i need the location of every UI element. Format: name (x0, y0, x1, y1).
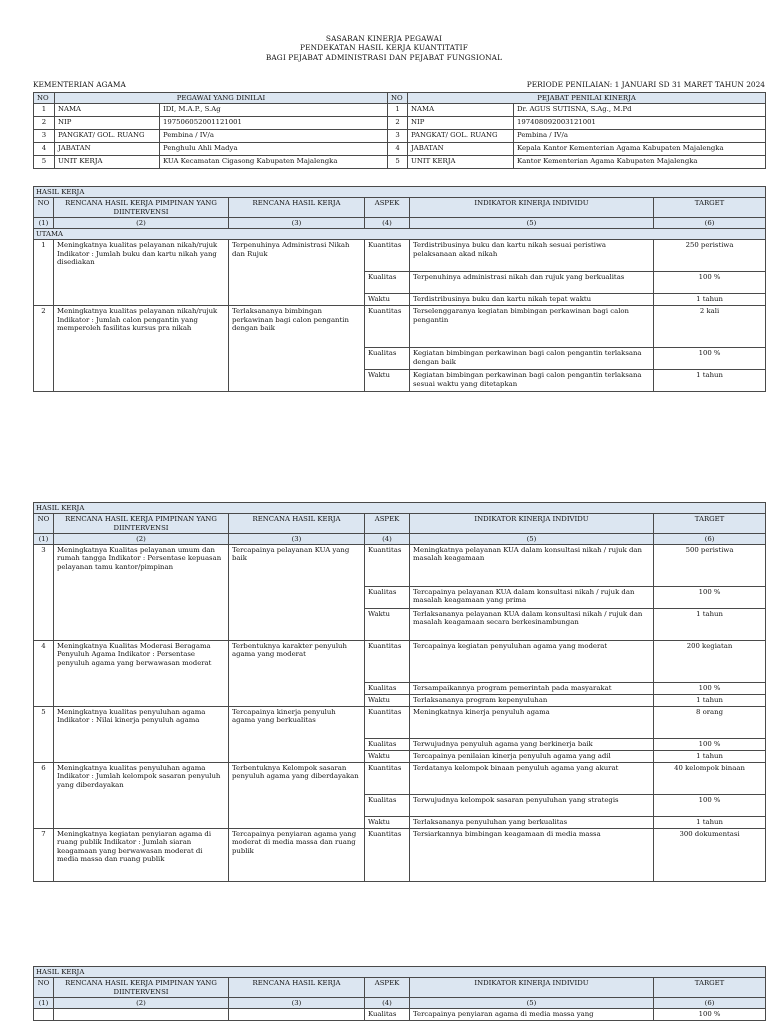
indicator-cell: Terlaksananya pelayanan KUA dalam konsultasi nikah / rujuk dan masalah keagamaan secara berkesinambungan (410, 609, 654, 641)
employee-unit: KUA Kecamatan Cigasong Kabupaten Majalengka (160, 156, 388, 169)
col-number: (3) (229, 217, 365, 228)
aspect-cell: Kuantitas (365, 641, 410, 683)
col-leader-plan: RENCANA HASIL KERJA PIMPINAN YANG DIINTERVENSI (54, 514, 229, 534)
target-cell: 100 % (654, 683, 766, 695)
col-no: NO (34, 514, 54, 534)
indicator-cell: Terlaksananya penyuluhan yang berkualitas (410, 817, 654, 829)
col-work-plan: RENCANA HASIL KERJA (229, 198, 365, 218)
indicator-cell: Tercapainya penilaian kinerja penyuluh agama yang adil (410, 751, 654, 763)
work-results-table-1 (33, 186, 766, 392)
table-row (34, 707, 766, 739)
target-cell: 8 orang (654, 707, 766, 739)
section-title: HASIL KERJA (34, 503, 766, 514)
table-row (34, 545, 766, 587)
indicator-cell: Kegiatan bimbingan perkawinan bagi calon pengantin terlaksana dengan baik (410, 348, 654, 370)
evaluator-heading: PEJABAT PENILAI KINERJA (408, 93, 766, 104)
target-cell: 500 peristiwa (654, 545, 766, 587)
target-cell: 1 tahun (654, 695, 766, 707)
indicator-cell: Kegiatan bimbingan perkawinan bagi calon pengantin terlaksana sesuai waktu yang ditetapkan (410, 370, 654, 392)
col-number: (2) (54, 533, 229, 544)
target-cell: 1 tahun (654, 294, 766, 306)
target-cell: 1 tahun (654, 751, 766, 763)
target-cell: 1 tahun (654, 817, 766, 829)
leader-plan-cell: Meningkatnya kualitas pelayanan nikah/rujuk Indikator : Jumlah calon pengantin yang memperoleh fasilitas kursus pra nikah (54, 306, 229, 392)
item-no (34, 1009, 54, 1021)
item-no: 3 (34, 545, 54, 641)
leader-plan-cell: Meningkatnya kegiatan penyiaran agama di ruang publik Indikator : Jumlah siaran keagamaan yang berwawasan moderat di media massa dan ruang publik (54, 829, 229, 882)
leader-plan-cell: Meningkatnya Kualitas pelayanan umum dan rumah tangga Indikator : Persentase kepuasan pelayanan tamu kantor/pimpinan (54, 545, 229, 641)
target-cell: 100 % (654, 272, 766, 294)
field-label: UNIT KERJA (408, 156, 514, 169)
evaluator-rank: Pembina / IV/a (514, 130, 766, 143)
aspect-cell: Kuantitas (365, 829, 410, 882)
col-work-plan: RENCANA HASIL KERJA (229, 978, 365, 998)
table-row (34, 240, 766, 272)
evaluated-employee-heading: PEGAWAI YANG DINILAI (55, 93, 388, 104)
aspect-cell: Kualitas (365, 587, 410, 609)
evaluator-name: Dr. AGUS SUTISNA, S.Ag., M.Pd (514, 104, 766, 117)
col-number: (5) (410, 217, 654, 228)
work-results-table-2 (33, 502, 766, 882)
row-no: 5 (388, 156, 408, 169)
work-plan-cell: Terbentuknya Kelompok sasaran penyuluh agama yang diberdayakan (229, 763, 365, 829)
aspect-cell: Kualitas (365, 1009, 410, 1021)
col-number: (4) (365, 997, 410, 1008)
document-header (0, 34, 768, 62)
leader-plan-cell: Meningkatnya kualitas penyuluhan agama Indikator : Jumlah kelompok sasaran penyuluh yang diberdayakan (54, 763, 229, 829)
target-cell: 2 kali (654, 306, 766, 348)
identity-row (34, 104, 766, 117)
indicator-cell: Tersampaikannya program pemerintah pada masyarakat (410, 683, 654, 695)
employee-nip: 197506052001121001 (160, 117, 388, 130)
identity-row (34, 117, 766, 130)
indicator-cell: Tersiarkannya bimbingan keagamaan di media massa (410, 829, 654, 882)
col-number: (1) (34, 217, 54, 228)
column-number-row (34, 533, 766, 544)
work-plan-cell (229, 1009, 365, 1021)
field-label: NIP (55, 117, 160, 130)
evaluator-unit: Kantor Kementerian Agama Kabupaten Majalengka (514, 156, 766, 169)
row-no: 1 (388, 104, 408, 117)
row-no: 3 (388, 130, 408, 143)
work-plan-cell: Tercapainya pelayanan KUA yang baik (229, 545, 365, 641)
field-label: PANGKAT/ GOL. RUANG (408, 130, 514, 143)
col-number: (6) (654, 997, 766, 1008)
meta-row (33, 80, 765, 90)
item-no: 1 (34, 240, 54, 306)
row-no: 2 (34, 117, 55, 130)
target-cell: 200 kegiatan (654, 641, 766, 683)
aspect-cell: Kuantitas (365, 707, 410, 739)
target-cell: 100 % (654, 739, 766, 751)
indicator-cell: Terdistribusinya buku dan kartu nikah sesuai peristiwa pelaksanaan akad nikah (410, 240, 654, 272)
aspect-cell: Kualitas (365, 795, 410, 817)
col-number: (5) (410, 997, 654, 1008)
column-number-row (34, 997, 766, 1008)
field-label: JABATAN (55, 143, 160, 156)
col-number: (6) (654, 533, 766, 544)
target-cell: 100 % (654, 795, 766, 817)
identity-row (34, 156, 766, 169)
leader-plan-cell: Meningkatnya Kualitas Moderasi Beragama Penyuluh Agama Indikator : Persentase penyuluh agama yang berwawasan moderat (54, 641, 229, 707)
item-no: 4 (34, 641, 54, 707)
table-header-row (34, 198, 766, 218)
leader-plan-cell: Meningkatnya kualitas pelayanan nikah/rujuk Indikator : Jumlah buku dan kartu nikah yang disediakan (54, 240, 229, 306)
table-row (34, 829, 766, 882)
col-number: (1) (34, 997, 54, 1008)
aspect-cell: Kualitas (365, 739, 410, 751)
indicator-cell: Tercapainya pelayanan KUA dalam konsultasi nikah / rujuk dan masalah keagamaan yang prima (410, 587, 654, 609)
field-label: UNIT KERJA (55, 156, 160, 169)
target-cell: 250 peristiwa (654, 240, 766, 272)
col-no: NO (34, 978, 54, 998)
column-number-row (34, 217, 766, 228)
col-number: (6) (654, 217, 766, 228)
target-cell: 1 tahun (654, 609, 766, 641)
leader-plan-cell: Meningkatnya kualitas penyuluhan agama Indikator : Nilai kinerja penyuluh agama (54, 707, 229, 763)
indicator-cell: Terdistribusinya buku dan kartu nikah tepat waktu (410, 294, 654, 306)
section-title: HASIL KERJA (34, 967, 766, 978)
work-plan-cell: Terbentuknya karakter penyuluh agama yang moderat (229, 641, 365, 707)
indicator-cell: Meningkatnya pelayanan KUA dalam konsultasi nikah / rujuk dan masalah keagamaan (410, 545, 654, 587)
col-number: (3) (229, 533, 365, 544)
employee-rank: Pembina / IV/a (160, 130, 388, 143)
item-no: 2 (34, 306, 54, 392)
aspect-cell: Kualitas (365, 272, 410, 294)
leader-plan-cell (54, 1009, 229, 1021)
col-target: TARGET (654, 514, 766, 534)
col-no: NO (34, 93, 55, 104)
field-label: NIP (408, 117, 514, 130)
target-cell: 40 kelompok binaan (654, 763, 766, 795)
target-cell: 100 % (654, 1009, 766, 1021)
ministry-name: KEMENTERIAN AGAMA (33, 80, 126, 89)
col-no: NO (34, 198, 54, 218)
col-number: (4) (365, 533, 410, 544)
col-number: (5) (410, 533, 654, 544)
aspect-cell: Waktu (365, 370, 410, 392)
item-no: 5 (34, 707, 54, 763)
indicator-cell: Tercapainya penyiaran agama di media massa yang (410, 1009, 654, 1021)
indicator-cell: Terpenuhinya administrasi nikah dan rujuk yang berkualitas (410, 272, 654, 294)
col-leader-plan: RENCANA HASIL KERJA PIMPINAN YANG DIINTERVENSI (54, 198, 229, 218)
work-plan-cell: Terlaksananya bimbingan perkawinan bagi calon pengantin dengan baik (229, 306, 365, 392)
item-no: 6 (34, 763, 54, 829)
indicator-cell: Terlaksananya program kepenyuluhan (410, 695, 654, 707)
field-label: NAMA (408, 104, 514, 117)
target-cell: 100 % (654, 587, 766, 609)
col-number: (1) (34, 533, 54, 544)
col-work-plan: RENCANA HASIL KERJA (229, 514, 365, 534)
row-no: 4 (34, 143, 55, 156)
evaluator-position: Kepala Kantor Kementerian Agama Kabupaten Majalengka (514, 143, 766, 156)
identity-row (34, 143, 766, 156)
indicator-cell: Terselenggaranya kegiatan bimbingan perkawinan bagi calon pengantin (410, 306, 654, 348)
aspect-cell: Waktu (365, 817, 410, 829)
row-no: 4 (388, 143, 408, 156)
col-number: (4) (365, 217, 410, 228)
col-indicator: INDIKATOR KINERJA INDIVIDU (410, 978, 654, 998)
field-label: PANGKAT/ GOL. RUANG (55, 130, 160, 143)
indicator-cell: Terdatanya kelompok binaan penyuluh agama yang akurat (410, 763, 654, 795)
work-plan-cell: Tercapainya kinerja penyuluh agama yang berkualitas (229, 707, 365, 763)
col-leader-plan: RENCANA HASIL KERJA PIMPINAN YANG DIINTERVENSI (54, 978, 229, 998)
identity-header-row (34, 93, 766, 104)
aspect-cell: Kuantitas (365, 306, 410, 348)
col-number: (2) (54, 217, 229, 228)
table-row (34, 306, 766, 348)
col-target: TARGET (654, 978, 766, 998)
item-no: 7 (34, 829, 54, 882)
table-header-row (34, 978, 766, 998)
target-cell: 100 % (654, 348, 766, 370)
col-number: (3) (229, 997, 365, 1008)
row-no: 1 (34, 104, 55, 117)
aspect-cell: Kuantitas (365, 763, 410, 795)
table-row (34, 641, 766, 683)
table-header-row (34, 514, 766, 534)
aspect-cell: Kuantitas (365, 240, 410, 272)
table-row (34, 1009, 766, 1021)
work-plan-cell: Tercapainya penyiaran agama yang moderat di media massa dan ruang publik (229, 829, 365, 882)
employee-position: Penghulu Ahli Madya (160, 143, 388, 156)
col-aspect: ASPEK (365, 198, 410, 218)
col-aspect: ASPEK (365, 978, 410, 998)
aspect-cell: Waktu (365, 294, 410, 306)
doc-subtitle: PENDEKATAN HASIL KERJA KUANTITATIF (300, 43, 468, 53)
aspect-cell: Kuantitas (365, 545, 410, 587)
identity-row (34, 130, 766, 143)
col-target: TARGET (654, 198, 766, 218)
aspect-cell: Waktu (365, 751, 410, 763)
col-aspect: ASPEK (365, 514, 410, 534)
col-no: NO (388, 93, 408, 104)
row-no: 3 (34, 130, 55, 143)
evaluator-nip: 197408092003121001 (514, 117, 766, 130)
col-indicator: INDIKATOR KINERJA INDIVIDU (410, 198, 654, 218)
indicator-cell: Terwujudnya kelompok sasaran penyuluhan yang strategis (410, 795, 654, 817)
work-plan-cell: Terpenuhinya Administrasi Nikah dan Rujuk (229, 240, 365, 306)
aspect-cell: Waktu (365, 695, 410, 707)
section-title: HASIL KERJA (34, 187, 766, 198)
indicator-cell: Meningkatnya kinerja penyuluh agama (410, 707, 654, 739)
col-indicator: INDIKATOR KINERJA INDIVIDU (410, 514, 654, 534)
aspect-cell: Waktu (365, 609, 410, 641)
assessment-period: PERIODE PENILAIAN: 1 JANUARI SD 31 MARET TAHUN 2024 (526, 80, 765, 89)
doc-subtitle-2: BAGI PEJABAT ADMINISTRASI DAN PEJABAT FUNGSIONAL (265, 52, 503, 62)
work-results-table-3 (33, 966, 766, 1021)
aspect-cell: Kualitas (365, 683, 410, 695)
row-no: 2 (388, 117, 408, 130)
target-cell: 1 tahun (654, 370, 766, 392)
identity-table (33, 92, 766, 169)
col-number: (2) (54, 997, 229, 1008)
target-cell: 300 dokumentasi (654, 829, 766, 882)
aspect-cell: Kualitas (365, 348, 410, 370)
category-label: UTAMA (34, 229, 766, 240)
field-label: JABATAN (408, 143, 514, 156)
indicator-cell: Tercapainya kegiatan penyuluhan agama yang moderat (410, 641, 654, 683)
table-row (34, 763, 766, 795)
field-label: NAMA (55, 104, 160, 117)
doc-title: SASARAN KINERJA PEGAWAI (325, 34, 443, 43)
employee-name: IDI, M.A.P., S.Ag (160, 104, 388, 117)
row-no: 5 (34, 156, 55, 169)
indicator-cell: Terwujudnya penyuluh agama yang berkinerja baik (410, 739, 654, 751)
